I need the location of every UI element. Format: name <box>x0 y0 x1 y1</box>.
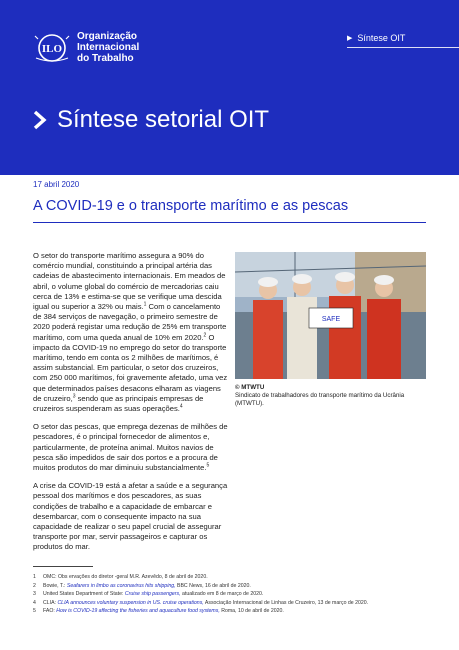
footnote-item: 4 CLIA: CLIA announces voluntary suspension in US. cruise operations, Associação Internacional de Linhas de Cruzeiro, 13 de março de 2020. <box>33 599 369 606</box>
body-text <box>33 251 228 561</box>
footnote-link[interactable]: CLIA announces voluntary suspension in US. cruise operations, <box>57 599 204 606</box>
footnote-item: 2 Bowie, T.: Seafarers in limbo as coronavirus hits shipping, BBC News, 16 de abril de 2020. <box>33 582 251 589</box>
tag-divider <box>347 47 459 48</box>
paragraph: O setor do transporte marítimo assegura a 90% do comércio mundial, constituindo a principal artéria das cadeias de abastecimento internacionais. Em meados de abril, o volume global do comércio de mercadorias caiu cerca de 13% e estima-se que se verifique uma descida igual ou superior a 32% ou mais.$^1$ Com o cancelamento de 384 serviços de navegação, o primeiro semestre de 2020 poderá registar uma redução de 25% em transporte marítimo, com uma queda anual de 10% em 2020.$^2$ O impacto da COVID-19 no emprego do setor do transporte marítimo, tendo em conta os 2 milhões de marítimos, é assim substancial. Em particular, o setor dos cruzeiros, com 250 000 marítimos, foi gravemente afetado, uma vez que determinados países desacons elharam as viagens de cruzeiro,$^3$ sendo que as principais empresas de cruzeiros suspenderam as suas operações.$^4$ <box>33 251 228 414</box>
brief-type-tag: ▶ Síntese OIT <box>347 33 406 43</box>
footnote-ref[interactable]: 3 <box>72 393 76 400</box>
series-title: Síntese setorial OIT <box>33 106 269 134</box>
footnote-item: 1 OMC: Obs ervações do diretor -geral M.R. Azevêdo, 8 de abril de 2020. <box>33 574 208 580</box>
org-name: Organização Internacional do Trabalho <box>77 31 140 64</box>
footnote-link[interactable]: Seafarers in limbo as coronavirus hits shipping, <box>66 582 176 589</box>
title-divider <box>33 222 426 223</box>
footnotes <box>33 573 433 616</box>
footnote-item: 5 FAO: How is COVID-19 affecting the fisheries and aquaculture food systems, Roma, 10 de abril de 2020. <box>33 608 284 615</box>
publication-date: 17 abril 2020 <box>33 180 80 189</box>
ilo-emblem-icon <box>33 33 71 63</box>
workers-photo <box>235 252 426 379</box>
ilo-logo[interactable] <box>33 31 139 64</box>
header-banner <box>0 0 459 175</box>
paragraph: O setor das pescas, que emprega dezenas de milhões de pescadores, é o principal fornecedor de alimentos e, particularmente, de proteína animal. Muitos navios de pesca são impedidos de sair dos portos e a procura de muitos produtos do mar diminuiu substancialmente.$^5$ <box>33 422 228 473</box>
footnote-ref[interactable]: 5 <box>206 462 210 469</box>
paragraph: A crise da COVID-19 está a afetar a saúde e a segurança pessoal dos marítimos e dos pescadores, as suas condições de trabalho e a capacidade de embarcar e desembarcar, com o consequente impacto na sua capacidade de realizar o seu papel crucial de assegurar transporte por mar, servir passageiros e capturar os produtos do mar. <box>33 481 228 552</box>
svg-text:ILO: ILO <box>41 42 63 55</box>
footnote-link[interactable]: How is COVID-19 affecting the fisheries and aquaculture food systems, <box>56 608 220 615</box>
footnote-item: 3 United States Department of State: Cruise ship passengers, atualizado em 8 de março de 2020. <box>33 591 264 598</box>
photo-illustration <box>235 252 426 379</box>
footnote-ref[interactable]: 1 <box>143 301 147 308</box>
photo-caption: © MTWTU Sindicato de trabalhadores do transporte marítimo da Ucrânia (MTWTU). <box>235 384 405 407</box>
chevron-right-icon <box>33 110 47 130</box>
footnote-ref[interactable]: 4 <box>179 403 183 410</box>
footnote-ref[interactable]: 2 <box>203 332 207 339</box>
footnote-link[interactable]: Cruise ship passengers, <box>124 591 181 598</box>
page-title: A COVID-19 e o transporte marítimo e as pescas <box>33 198 349 214</box>
triangle-right-icon: ▶ <box>347 35 353 42</box>
footnote-divider <box>33 566 93 567</box>
sign-text: SAFE <box>321 316 341 323</box>
